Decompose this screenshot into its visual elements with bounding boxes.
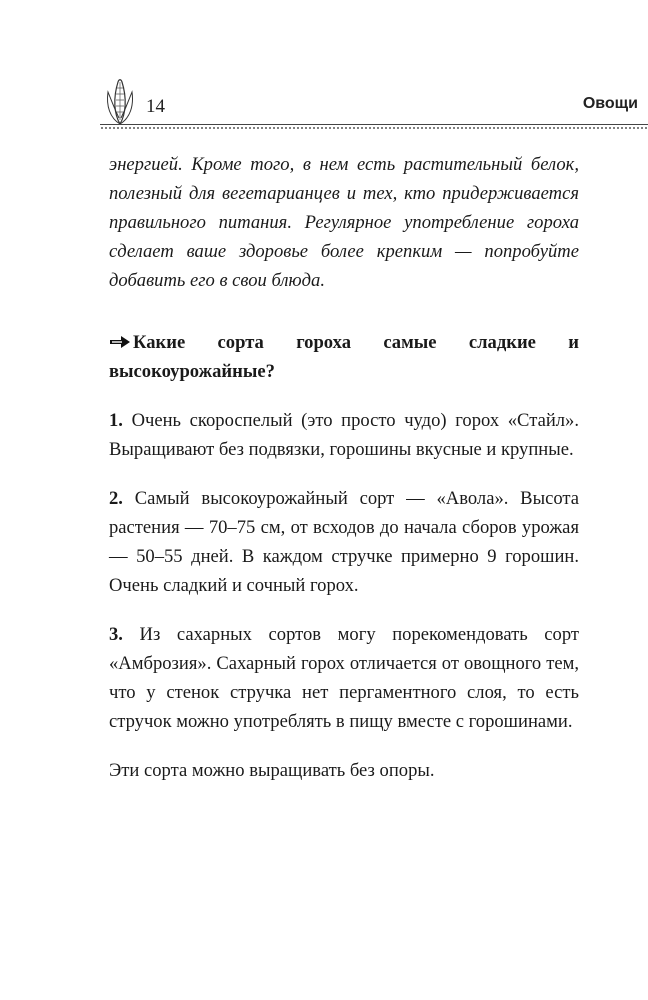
arrow-icon (109, 335, 131, 349)
page-header (100, 70, 648, 130)
item-number: 1. (109, 410, 123, 431)
item-text: Очень скороспелый (это просто чудо) горох «Стайл». Выращивают без подвязки, горошины вкусные и крупные. (109, 410, 579, 460)
list-item (109, 406, 579, 464)
intro-paragraph: энергией. Кроме того, в нем есть растительный белок, полезный для вегетарианцев и тех, кто придерживается правильного питания. Регулярное употребление гороха сделает ваше здоровье более крепким — попробуйте добавить его в свои блюда. (109, 154, 579, 291)
header-divider (100, 124, 648, 129)
item-text: Самый высокоурожайный сорт — «Авола». Высота растения — 70–75 см, от всходов до начала сборов урожая — 50–55 дней. В каждом стручке примерно 9 горошин. Очень сладкий и сочный горох. (109, 488, 579, 596)
item-number: 3. (109, 624, 123, 645)
item-text: Из сахарных сортов могу порекомендовать сорт «Амброзия». Сахарный горох отличается от овощного тем, что у стенок стручка нет пергаментного слоя, то есть стручок можно употреблять в пищу вместе с горошинами. (109, 624, 579, 732)
page-content (109, 150, 579, 785)
section-title: Овощи (582, 95, 638, 112)
question-text: Какие сорта гороха самые сладкие и высокоурожайные? (109, 332, 579, 382)
page-number: 14 (146, 96, 165, 117)
list-item (109, 484, 579, 600)
corn-icon (104, 74, 136, 126)
outro-paragraph: Эти сорта можно выращивать без опоры. (109, 760, 435, 781)
item-number: 2. (109, 488, 123, 509)
question-heading (109, 328, 579, 386)
list-item (109, 620, 579, 736)
